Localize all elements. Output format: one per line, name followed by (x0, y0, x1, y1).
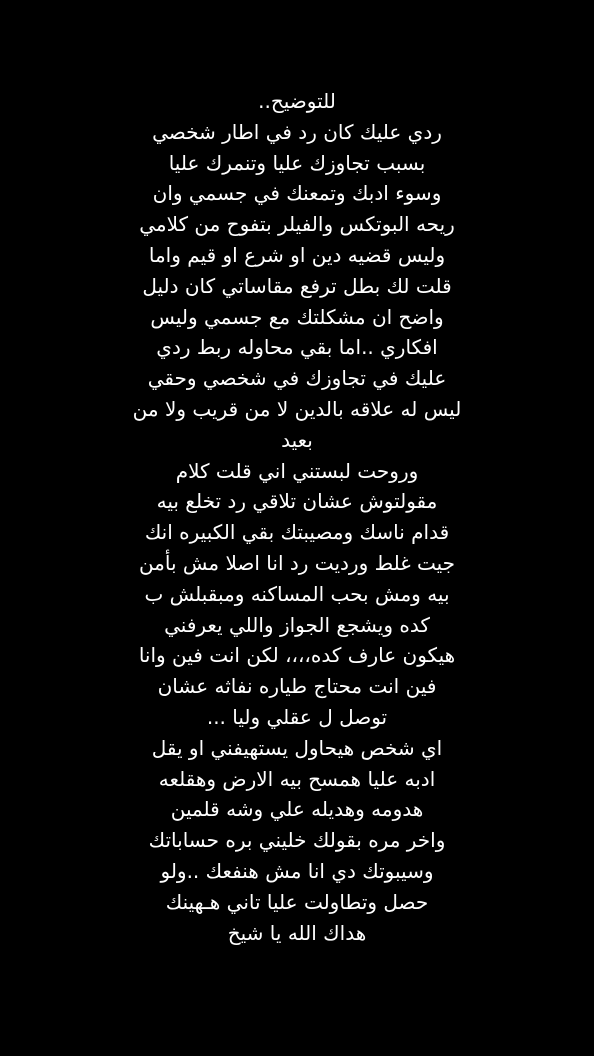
story-line: واخر مره بقولك خليني بره حساباتك (148, 828, 446, 853)
story-line: للتوضيح.. (258, 89, 336, 113)
story-line: هيكون عارف كده،،،، لكن انت فين وانا (138, 643, 456, 668)
story-line: توصل ل عقلي وليا ... (206, 704, 388, 729)
story-line: ليس له علاقه بالدين لا من قريب ولا من (132, 396, 462, 421)
story-line: حصل وتطاولت عليا تاني هـهينك (165, 889, 429, 914)
story-line: ريحه البوتكس والفيلر بتفوح من كلامي (139, 212, 455, 237)
story-line: ردي عليك كان رد في اطار شخصي (152, 119, 442, 144)
story-line: عليك في تجاوزك في شخصي وحقي (147, 366, 447, 391)
story-line: مقولتوش عشان تلاقي رد تخلع بيه (156, 489, 438, 514)
story-line: قلت لك بطل ترفع مقاساتي كان دليل (142, 273, 452, 298)
story-line: وروحت لبستني اني قلت كلام (175, 458, 419, 483)
story-line: هدومه وهديله علي وشه قلمين (170, 797, 424, 822)
story-line: بعيد (281, 427, 313, 452)
story-line: ادبه عليا همسح بيه الارض وهقلعه (158, 766, 436, 791)
story-text (20, 86, 574, 948)
story-line: بسبب تجاوزك عليا وتنمرك عليا (168, 150, 426, 175)
story-line: فين انت محتاج طياره نفاثه عشان (157, 674, 437, 699)
story-line: جيت غلط ورديت رد انا اصلا مش بأمن (138, 550, 456, 575)
story-line: كده ويشجع الجواز واللي يعرفني (164, 612, 430, 637)
story-line: بيه ومش بحب المساكنه ومبقبلش ب (144, 581, 450, 606)
story-line: واضح ان مشكلتك مع جسمي وليس (150, 304, 444, 329)
story-line: اي شخص هيحاول يستهيفني او يقل (151, 735, 443, 760)
story-line: قدام ناسك ومصيبتك بقي الكبيره انك (144, 520, 450, 545)
story-line: وليس قضيه دين او شرع او قيم واما (148, 242, 446, 267)
story-line: وسيبوتك دي انا مش هنفعك ..ولو (160, 858, 434, 883)
story-line: وسوء ادبك وتمعنك في جسمي وان (152, 181, 442, 206)
story-line: هداك الله يا شيخ (227, 920, 367, 945)
story-line: افكاري ..اما بقي محاوله ربط ردي (156, 335, 438, 360)
